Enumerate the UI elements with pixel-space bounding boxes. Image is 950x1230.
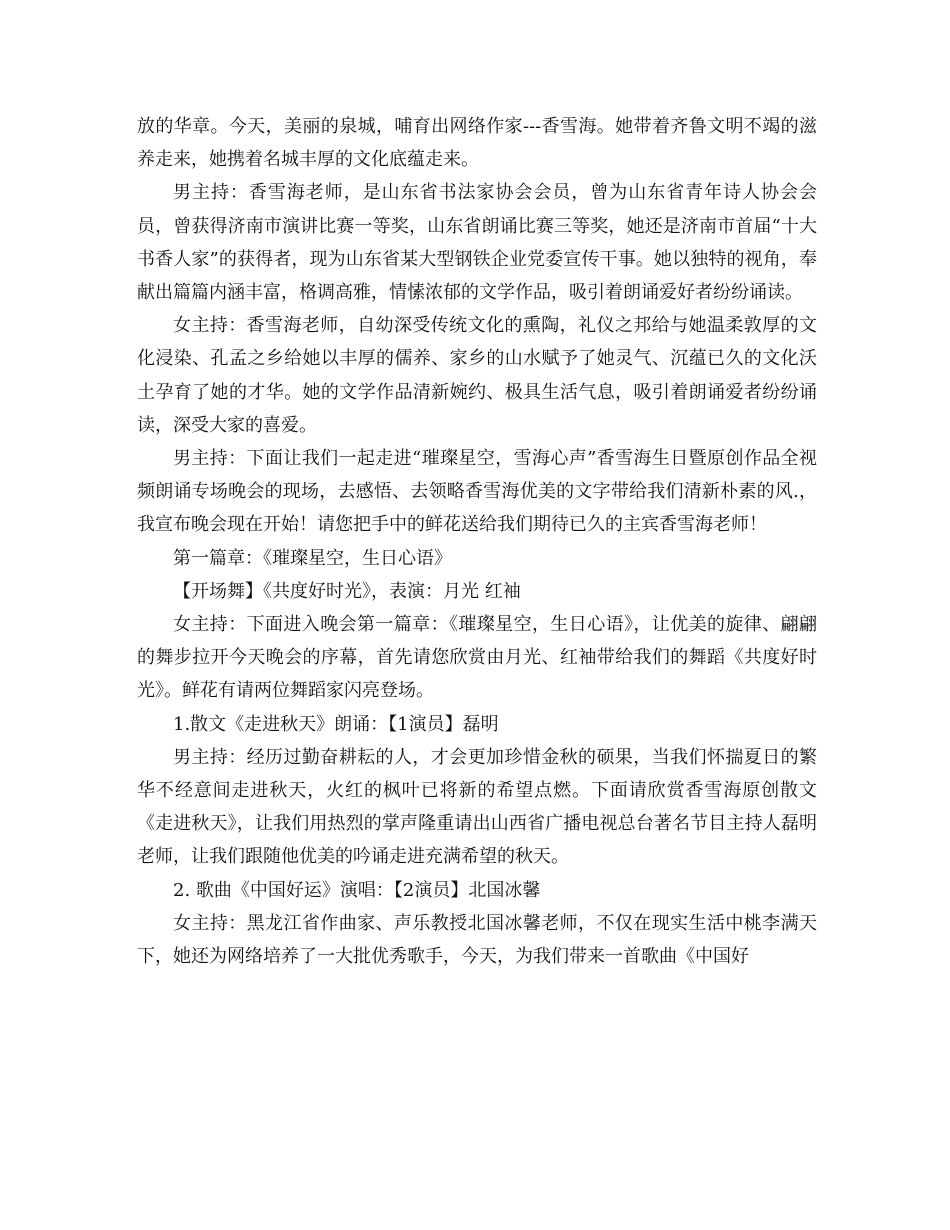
document-body <box>137 110 817 973</box>
paragraph-female-host-intro: 女主持：香雪海老师，自幼深受传统文化的熏陶，礼仪之邦给与她温柔敦厚的文化浸染、孔孟之乡给她以丰厚的儒养、家乡的山水赋予了她灵气、沉蕴已久的文化沃土孕育了她的才华。她的文学作品清新婉约、极具生活气息，吸引着朗诵爱者纷纷诵读，深受大家的喜爱。 <box>137 315 817 436</box>
chapter-heading: 第一篇章：《璀璨星空，生日心语》 <box>173 547 452 569</box>
paragraph-male-host-autumn: 男主持：经历过勤奋耕耘的人，才会更加珍惜金秋的硕果，当我们怀揣夏日的繁华不经意间走进秋天，火红的枫叶已将新的希望点燃。下面请欣赏香雪海原创散文《走进秋天》，让我们用热烈的掌声隆重请出山西省广播电视总台著名节目主持人磊明老师，让我们跟随他优美的吟诵走进充满希望的秋天。 <box>137 746 817 868</box>
paragraph-male-host-opening: 男主持：下面让我们一起走进“璀璨星空，雪海心声”香雪海生日暨原创作品全视频朗诵专场晚会的现场，去感悟、去领略香雪海优美的文字带给我们清新朴素的风.，我宣布晚会现在开始！请您把手中的鲜花送给我们期待已久的主宾香雪海老师！ <box>137 448 817 536</box>
paragraph-male-host-intro: 男主持：香雪海老师，是山东省书法家协会会员，曾为山东省青年诗人协会会员，曾获得济南市演讲比赛一等奖，山东省朗诵比赛三等奖，她还是济南市首届“十大书香人家”的获得者，现为山东省某大型钢铁企业党委宣传干事。她以独特的视角，奉献出篇篇内涵丰富，格调高雅，情愫浓郁的文学作品，吸引着朗诵爱好者纷纷诵读。 <box>137 182 817 304</box>
program-item-opening-dance: 【开场舞】《共度好时光》，表演：月光 红袖 <box>173 580 521 602</box>
paragraph-female-host-song: 女主持：黑龙江省作曲家、声乐教授北国冰馨老师，不仅在现实生活中桃李满天下，她还为网络培养了一大批优秀歌手，今天，为我们带来一首歌曲《中国好 <box>137 912 817 968</box>
paragraph-female-host-chapter: 女主持：下面进入晚会第一篇章：《璀璨星空，生日心语》，让优美的旋律、翩翩的舞步拉开今天晚会的序幕，首先请您欣赏由月光、红袖带给我们的舞蹈《共度好时光》。鲜花有请两位舞蹈家闪亮登场。 <box>137 614 817 702</box>
program-item-2: 2. 歌曲《中国好运》演唱：【2演员】北国冰馨 <box>173 879 541 901</box>
paragraph-continuation: 放的华章。今天，美丽的泉城，哺育出网络作家---香雪海。她带着齐鲁文明不竭的滋养走来，她携着名城丰厚的文化底蕴走来。 <box>137 116 817 171</box>
program-item-1: 1.散文《走进秋天》朗诵：【1演员】磊明 <box>173 713 499 735</box>
